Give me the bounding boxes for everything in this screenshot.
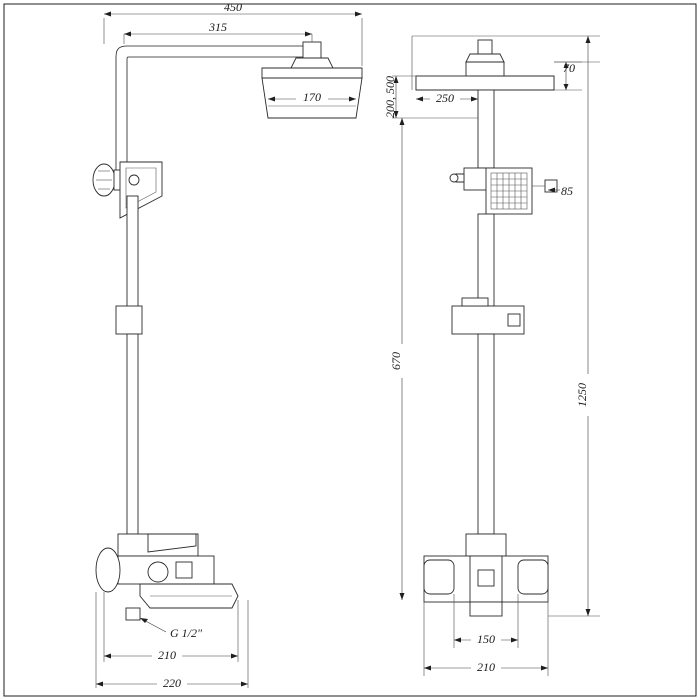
side-riser-lower — [478, 334, 494, 534]
arrow-210s-left — [424, 666, 431, 671]
label-210-front: 210 — [158, 648, 176, 662]
arrow-g12 — [140, 618, 148, 623]
arrow-70-bottom — [564, 84, 569, 90]
arrow-150-right — [511, 638, 518, 643]
arrow-220-right — [241, 682, 248, 687]
arrow-1250-bottom — [586, 609, 591, 616]
mixer-wall-plate — [96, 548, 120, 592]
front-view — [93, 0, 362, 690]
arrow-210f-left — [104, 654, 111, 659]
head-neck — [291, 58, 333, 68]
label-170: 170 — [303, 90, 321, 104]
label-150: 150 — [477, 632, 495, 646]
label-220: 220 — [163, 676, 181, 690]
arrow-250-left — [416, 97, 423, 102]
riser-lower — [127, 334, 138, 534]
label-85: 85 — [561, 184, 573, 198]
arrow-670-top — [400, 118, 405, 125]
side-mixer-right-cap — [518, 560, 548, 594]
label-315: 315 — [209, 20, 227, 34]
arrow-315-right — [305, 32, 312, 37]
arrow-250-right — [471, 97, 478, 102]
side-mixer-left-cap — [424, 560, 454, 594]
head-connector — [303, 42, 321, 58]
side-head-body — [416, 76, 554, 90]
side-head-stem — [466, 62, 504, 76]
arrow-150-left — [454, 638, 461, 643]
side-mixer-spout-base — [470, 602, 502, 616]
side-mixer-cartridge — [478, 570, 494, 586]
arm-elbow-outer — [116, 46, 127, 170]
side-top-connector — [478, 40, 492, 54]
side-diverter-knob — [508, 314, 520, 326]
label-200-500: 200, 500 — [383, 76, 397, 118]
side-holder-pin — [450, 174, 458, 182]
side-riser-top — [478, 90, 494, 168]
inlet-connector — [126, 608, 140, 620]
label-g12: G 1/2" — [170, 626, 203, 640]
arrow-210f-right — [231, 654, 238, 659]
side-mixer-top — [466, 534, 506, 556]
arrow-315-left — [124, 32, 131, 37]
label-70: 70 — [563, 61, 575, 75]
head-top-plate — [262, 68, 362, 78]
riser-upper — [127, 196, 138, 312]
side-head-neck — [466, 54, 504, 62]
mixer-handle-knob — [148, 562, 168, 582]
label-670: 670 — [389, 352, 403, 370]
label-250: 250 — [436, 91, 454, 105]
arm-elbow-inner — [127, 57, 129, 170]
side-riser-mid — [478, 214, 494, 306]
side-diverter-top — [462, 298, 488, 306]
arrow-220-left — [96, 682, 103, 687]
label-210-side: 210 — [477, 660, 495, 674]
arrow-1250-top — [586, 36, 591, 43]
diverter-block — [116, 306, 142, 334]
arrow-450-right — [355, 12, 362, 17]
arrow-450-left — [104, 12, 111, 17]
arrow-210s-right — [541, 666, 548, 671]
arrow-670-bottom — [400, 593, 405, 600]
mixer-cartridge — [176, 562, 192, 578]
hand-shower-joint — [129, 175, 139, 185]
label-1250: 1250 — [575, 383, 589, 407]
label-450: 450 — [224, 0, 242, 14]
side-view — [383, 36, 600, 676]
